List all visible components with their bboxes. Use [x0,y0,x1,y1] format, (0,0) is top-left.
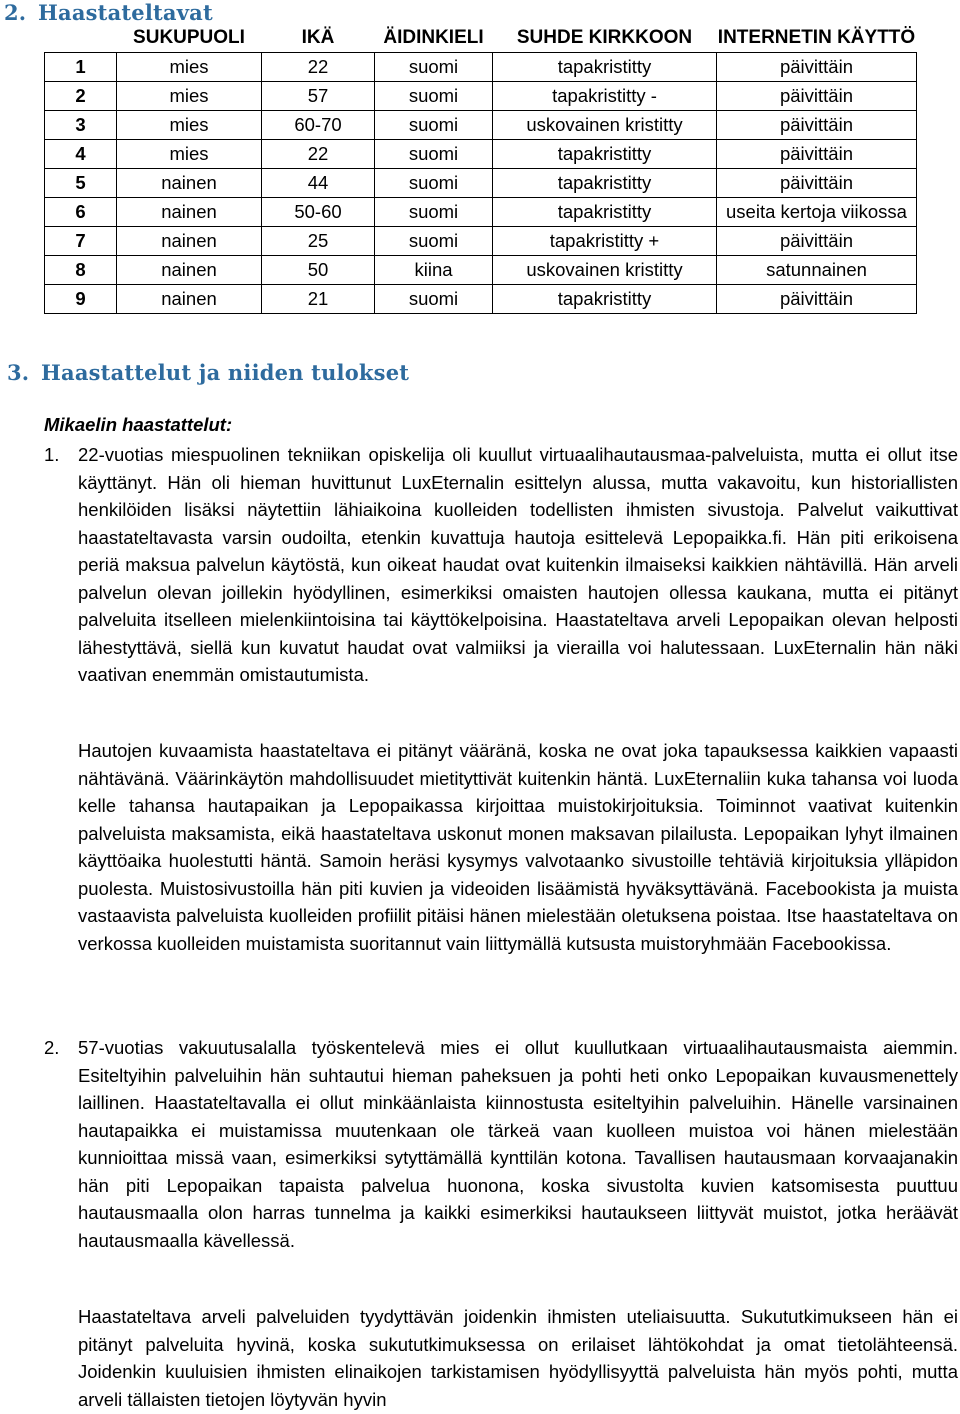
table-cell: suomi [375,227,493,256]
row-number: 4 [45,140,117,169]
row-number: 6 [45,198,117,227]
table-cell: useita kertoja viikossa [717,198,917,227]
table-cell: nainen [117,285,262,314]
table-cell: tapakristitty [493,169,717,198]
table-cell: uskovainen kristitty [493,256,717,285]
table-cell: suomi [375,169,493,198]
table-cell: suomi [375,198,493,227]
interview-item-2 [44,1034,958,1254]
interview-paragraph: Haastateltava arveli palveluiden tyydyttävän joidenkin ihmisten uteliaisuutta. Sukututkimukseen hän ei pitänyt palveluita hyvinä, koska sukututkimuksessa on erilaiset lähtökohdat ja omat tietolähteensä. Joidenkin kuuluisien ihmisten elinaikojen tarkistamisen hyödyllisyyttä palveluista hän myös pohti, mutta arveli tällaisten tietojen löytyvän hyvin [78,1306,958,1410]
table-cell: 22 [262,53,375,82]
table-cell: nainen [117,198,262,227]
table-cell: 44 [262,169,375,198]
section-2-heading [4,0,213,25]
interview-paragraph: 22-vuotias miespuolinen tekniikan opiskelija oli kuullut virtuaalihautausmaa-palveluista, mutta ei ollut itse käyttänyt. Hän oli hieman huvittunut LuxEternalin esittelyn alussa, mutta vakavoitu, kun historiallisten henkilöiden lisäksi näytettiin lähiaikoina kuolleiden todellisten ihmisten sivustoja. Palvelut vaikuttivat haastateltavasta varsin oudoilta, etenkin kuvattuja hautoja esittelevä Lepopaikka.fi. Hän piti erikoisena periä maksua palvelun käytöstä, kun oikeat haudat ovat kuitenkin ilmaiseksi kaikkien nähtävillä. Hän arveli palvelun olevan joillekin hyödyllinen, esimerkiksi omaisten hautojen ollessa kaukana, mutta ei pitänyt palveluita itselleen mielenkiintoisina tai käyttökelpoisina. Haastateltava arveli Lepopaikan olevan helposti lähestyttävä, siellä kun kuvatut haudat ovat valmiiksi ja vierailla voi halutessaan. LuxEternalin hän näki vaativan enemmän omistautumista. [78,444,958,685]
table-cell: 21 [262,285,375,314]
table-cell: päivittäin [717,140,917,169]
table-row [45,256,917,285]
column-header: SUKUPUOLI [133,27,245,48]
table-cell: päivittäin [717,53,917,82]
table-cell: tapakristitty - [493,82,717,111]
row-number: 2 [45,82,117,111]
column-header: SUHDE KIRKKOON [516,27,693,48]
table-cell: mies [117,53,262,82]
table-cell: päivittäin [717,227,917,256]
table-row [45,53,917,82]
column-header: ÄIDINKIELI [383,27,484,48]
table-cell: 50 [262,256,375,285]
interviewees-table [44,24,917,314]
table-cell: suomi [375,82,493,111]
table-row [45,82,917,111]
row-number: 9 [45,285,117,314]
table-row [45,285,917,314]
section-3-heading [7,360,409,385]
table-cell: tapakristitty [493,53,717,82]
table-row [45,111,917,140]
table-cell: tapakristitty [493,285,717,314]
row-number: 1 [45,53,117,82]
table-cell: 60-70 [262,111,375,140]
table-cell: tapakristitty [493,140,717,169]
interview-paragraph: 57-vuotias vakuutusalalla työskentelevä mies ei ollut kuullutkaan virtuaalihautausmaista aiemmin. Esiteltyihin palveluihin hän suhtautui hieman paheksuen ja pohti heti onko Lepopaikan kuvausmenettely laillinen. Haastateltavalla ei ollut minkäänlaista kiinnostusta esiteltyihin palveluihin. Hänelle varsinainen hautapaikka ei muistamissa muutenkaan ole tärkeä vaan kuolleen muistoa voi hänen mielestään kunnioittaa missä vaan, esimerkiksi sytyttämällä kynttilän kotona. Tavallisen hautausmaan korvaajanakin hän piti Lepopaikan tapaista palvelua huonona, koska sivustolta kuvien katsomisesta puuttuu hautausmaalla olon harras tunnelma ja kaikki esimerkiksi hautaukseen liittyvät muistot, jotka heräävät hautausmaalla kävellessä. [78,1037,958,1251]
table-cell: uskovainen kristitty [493,111,717,140]
list-marker: 2. [44,1037,60,1058]
table-cell: mies [117,140,262,169]
table-cell: 57 [262,82,375,111]
table-cell: suomi [375,140,493,169]
table-cell: päivittäin [717,169,917,198]
section-title: Haastateltavat [38,0,213,25]
column-header: INTERNETIN KÄYTTÖ [717,27,916,48]
table-cell: suomi [375,111,493,140]
table-cell: suomi [375,285,493,314]
table-cell: päivittäin [717,82,917,111]
table-row [45,198,917,227]
table-cell: tapakristitty [493,198,717,227]
table-header-row [45,24,917,53]
interview-paragraph: Hautojen kuvaamista haastateltava ei pitänyt vääränä, koska ne ovat joka tapauksessa kaikkien vapaasti nähtävänä. Väärinkäytön mahdollisuudet mietityttivät kuitenkin häntä. LuxEternaliin kuka tahansa voi luoda kelle tahansa hautapaikan ja Lepopaikassa kirjoittaa muistokirjoituksia. Toiminnot vaativat kuitenkin palveluista maksamista, eikä haastateltava uskonut monen maksavan pilailusta. Lepopaikan lyhyt ilmainen käyttöaika huolestutti häntä. Samoin heräsi kysymys valvotaanko sivustoille tehtäviä kirjoituksia ylläpidon puolesta. Muistosivustoilla hän piti kuvien ja videoiden lisäämistä hyväksyttävänä. Facebookista ja muista vastaavista palveluista kuolleiden profiilit pitäisi hänen mielestään oletuksena poistaa. Itse haastateltava on verkossa kuolleiden muistamista suoritannut vain liittymällä kutsusta muistoryhmään Facebookissa. [78,740,958,954]
subheading: Mikaelin haastattelut: [44,414,233,435]
column-header: IKÄ [301,27,335,48]
table-row [45,169,917,198]
column-header [45,24,117,53]
table-cell: nainen [117,227,262,256]
table-cell: tapakristitty + [493,227,717,256]
section-number: 2. [4,0,27,25]
table-cell: mies [117,82,262,111]
table-cell: satunnainen [717,256,917,285]
table-cell: 25 [262,227,375,256]
table-row [45,140,917,169]
interview-item-1 [44,441,958,689]
table-cell: nainen [117,256,262,285]
row-number: 7 [45,227,117,256]
list-marker: 1. [44,444,60,465]
table-cell: 50-60 [262,198,375,227]
table-cell: päivittäin [717,285,917,314]
table-row [45,227,917,256]
section-number: 3. [7,360,30,385]
table-cell: mies [117,111,262,140]
row-number: 8 [45,256,117,285]
table-cell: suomi [375,53,493,82]
table-cell: kiina [375,256,493,285]
row-number: 3 [45,111,117,140]
row-number: 5 [45,169,117,198]
table-cell: nainen [117,169,262,198]
table-cell: päivittäin [717,111,917,140]
section-title: Haastattelut ja niiden tulokset [41,360,410,385]
table-cell: 22 [262,140,375,169]
